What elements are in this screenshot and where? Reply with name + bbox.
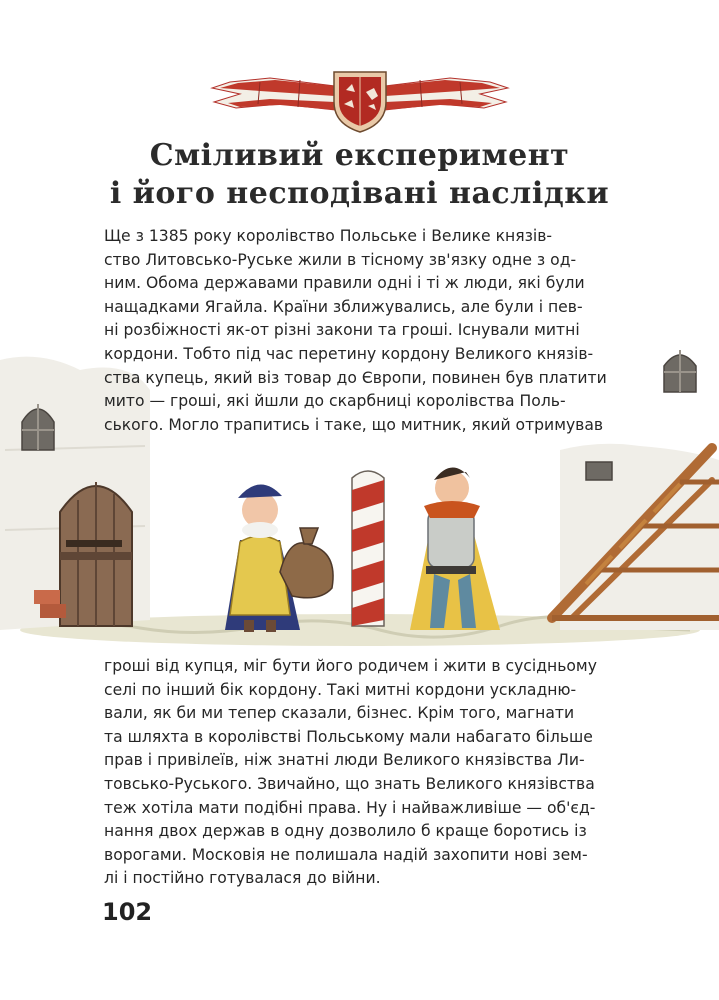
text-line: лі і постійно готувалася до війни. [104, 869, 381, 888]
paragraph-bottom [104, 655, 612, 891]
text-line: гроші від купця, міг бути його родичем і жити в сусідньому [104, 657, 597, 675]
text-line: ним. Обома державами правили одні і ті ж люди, які були [104, 274, 585, 293]
text-line: мито — гроші, які йшли до скарбниці королівства Поль- [104, 392, 566, 411]
right-ribbon [385, 78, 508, 110]
border-post [352, 471, 384, 626]
text-line: селі по інший бік кордону. Такі митні кордони ускладню- [104, 680, 577, 699]
text-line: теж хотіла мати подібні права. Ну і найважливіше — об'єд- [104, 798, 596, 817]
coat-of-arms-banner [200, 58, 520, 138]
text-line: ства купець, який віз товар до Європи, повинен був платити [104, 368, 607, 387]
text-line: та шляхта в королівстві Польському мали набагато більше [104, 727, 593, 746]
small-window-icon [586, 462, 612, 480]
text-line: ського. Могло трапитись і таке, що митник, який отримував [104, 415, 604, 434]
text-line: кордони. Тобто під час перетину кордону Великого князів- [104, 344, 594, 363]
text-line: товсько-Руського. Звичайно, що знать Великого князівства [104, 774, 595, 793]
wooden-door [60, 482, 132, 626]
text-line: Ще з 1385 року королівство Польське і Велике князів- [104, 227, 553, 245]
chapter-title-line-2: і його несподівані наслідки [109, 176, 610, 211]
money-sack-icon [280, 528, 333, 598]
text-line: вали, як би ми тепер сказали, бізнес. Крім того, магнати [104, 704, 575, 723]
text-line: ворогами. Московія не полишала надій захопити нові зем- [104, 845, 588, 864]
shield-icon [334, 72, 386, 132]
customs-officer-figure [410, 467, 500, 630]
arched-window-icon [664, 350, 696, 392]
text-line: ство Литовсько-Руське жили в тісному зв'язку одне з од- [104, 250, 577, 269]
text-line: ні розбіжності як-от різні закони та гроші. Існували митні [104, 321, 580, 340]
text-line: прав і привілеїв, ніж знатні люди Великого князівства Ли- [104, 751, 585, 770]
left-ribbon [212, 78, 335, 110]
paragraph-top [104, 225, 612, 437]
page-number: 102 [102, 898, 153, 926]
chapter-title-line-1: Сміливий експеримент [149, 138, 570, 173]
text-line: нання двох держав в одну дозволило б краще боротись із [104, 822, 587, 841]
text-line: нащадками Ягайла. Країни зближувались, але були і пев- [104, 297, 583, 316]
